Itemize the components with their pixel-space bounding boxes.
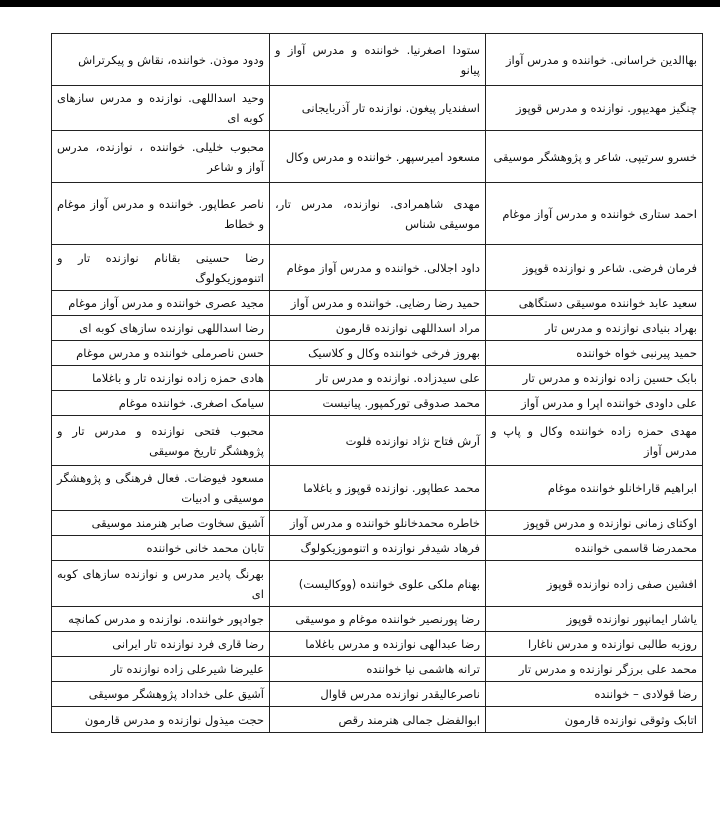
- table-row: [52, 341, 703, 366]
- table-row: [52, 391, 703, 416]
- table-cell: فرهاد شیدفر نوازنده و اتنوموزیکولوگ: [270, 536, 486, 561]
- table-cell: جوادپور خواننده. نوازنده و مدرس کمانچه: [52, 607, 270, 632]
- table-cell: علیرضا شیرعلی زاده نوازنده تار: [52, 657, 270, 682]
- table-cell: یاشار ایمانپور نوازنده قوپوز: [486, 607, 703, 632]
- table-row: [52, 607, 703, 632]
- table-cell: حجت میذول نوازنده و مدرس قارمون: [52, 707, 270, 733]
- table-row: [52, 536, 703, 561]
- table-cell: ناصر عطاپور. خواننده و مدرس آواز موغام و خطاط: [52, 183, 270, 245]
- table-row: [52, 366, 703, 391]
- table-cell: اوکتای زمانی نوازنده و مدرس قوپوز: [486, 511, 703, 536]
- table-cell: احمد ستاری خواننده و مدرس آواز موغام: [486, 183, 703, 245]
- table-row: [52, 682, 703, 707]
- table-cell: بهنام ملکی علوی خواننده (ووکالیست): [270, 561, 486, 607]
- artists-table-body: [52, 34, 703, 733]
- table-cell: حمید پیرنبی خواه خواننده: [486, 341, 703, 366]
- table-cell: رضا حسینی بقانام نوازنده تار و اتنوموزیکولوگ: [52, 245, 270, 291]
- table-cell: مراد اسداللهی نوازنده قارمون: [270, 316, 486, 341]
- table-row: [52, 707, 703, 733]
- table-cell: رضا عبدالهی نوازنده و مدرس باغلاما: [270, 632, 486, 657]
- top-edge-bar: [0, 0, 720, 7]
- table-cell: خاطره محمدخانلو خواننده و مدرس آواز: [270, 511, 486, 536]
- table-cell: افشین صفی زاده نوازنده قوپوز: [486, 561, 703, 607]
- table-cell: آرش فتاح نژاد نوازنده فلوت: [270, 416, 486, 466]
- table-cell: مسعود امیرسپهر. خواننده و مدرس وکال: [270, 131, 486, 183]
- table-cell: بابک حسین زاده نوازنده و مدرس تار: [486, 366, 703, 391]
- table-cell: فرمان فرضی. شاعر و نوازنده قوپوز: [486, 245, 703, 291]
- table-cell: مجید عصری خواننده و مدرس آواز موغام: [52, 291, 270, 316]
- table-cell: رضا قولادی – خواننده: [486, 682, 703, 707]
- table-cell: ابراهیم قاراخانلو خواننده موغام: [486, 466, 703, 511]
- table-cell: محبوب خلیلی. خواننده ، نوازنده، مدرس آواز و شاعر: [52, 131, 270, 183]
- table-cell: مهدی حمزه زاده خواننده وکال و پاپ و مدرس آواز: [486, 416, 703, 466]
- table-cell: چنگیز مهدیپور. نوازنده و مدرس قوپوز: [486, 86, 703, 131]
- table-cell: آشیق سخاوت صابر هنرمند موسیقی: [52, 511, 270, 536]
- table-cell: بهروز فرخی خواننده وکال و کلاسیک: [270, 341, 486, 366]
- table-cell: رضا اسداللهی نوازنده سازهای کوبه ای: [52, 316, 270, 341]
- table-row: [52, 416, 703, 466]
- table-cell: اسفندیار پیغون. نوازنده تار آذربایجانی: [270, 86, 486, 131]
- table-row: [52, 131, 703, 183]
- table-cell: ناصرعالیقدر نوازنده مدرس قاوال: [270, 682, 486, 707]
- table-row: [52, 291, 703, 316]
- table-row: [52, 245, 703, 291]
- table-cell: علی سیدزاده. نوازنده و مدرس تار: [270, 366, 486, 391]
- table-cell: ابوالفضل جمالی هنرمند رقص: [270, 707, 486, 733]
- table-row: [52, 86, 703, 131]
- table-cell: علی داودی خواننده اپرا و مدرس آواز: [486, 391, 703, 416]
- table-row: [52, 466, 703, 511]
- table-cell: محمد صدوقی تورکمپور. پیانیست: [270, 391, 486, 416]
- table-cell: محبوب فتحی نوازنده و مدرس تار و پژوهشگر تاریخ موسیقی: [52, 416, 270, 466]
- table-cell: حمید رضا رضایی. خواننده و مدرس آواز: [270, 291, 486, 316]
- table-row: [52, 632, 703, 657]
- table-cell: رضا پورنصیر خواننده موغام و موسیقی: [270, 607, 486, 632]
- table-cell: سیامک اصغری. خواننده موغام: [52, 391, 270, 416]
- table-cell: داود اجلالی. خواننده و مدرس آواز موغام: [270, 245, 486, 291]
- table-cell: تابان محمد خانی خواننده: [52, 536, 270, 561]
- table-cell: آشیق علی خداداد پژوهشگر موسیقی: [52, 682, 270, 707]
- table-cell: محمدرضا قاسمی خواننده: [486, 536, 703, 561]
- table-row: [52, 316, 703, 341]
- table-row: [52, 183, 703, 245]
- table-row: [52, 34, 703, 86]
- table-cell: مهدی شاهمرادی. نوازنده، مدرس تار، موسیقی شناس: [270, 183, 486, 245]
- artists-table: [51, 33, 703, 733]
- table-cell: بهراد بنیادی نوازنده و مدرس تار: [486, 316, 703, 341]
- table-cell: وحید اسداللهی. نوازنده و مدرس سازهای کوبه ای: [52, 86, 270, 131]
- table-cell: ترانه هاشمی نیا خواننده: [270, 657, 486, 682]
- table-row: [52, 511, 703, 536]
- table-row: [52, 657, 703, 682]
- table-cell: محمد عطاپور. نوازنده قوپوز و باغلاما: [270, 466, 486, 511]
- table-cell: بهاالدین خراسانی. خواننده و مدرس آواز: [486, 34, 703, 86]
- table-cell: ستودا اصغرنیا. خواننده و مدرس آواز و پیانو: [270, 34, 486, 86]
- table-cell: روزبه طالبی نوازنده و مدرس ناغارا: [486, 632, 703, 657]
- table-cell: هادی حمزه زاده نوازنده تار و باغلاما: [52, 366, 270, 391]
- table-cell: ودود موذن. خواننده، نقاش و پیکرتراش: [52, 34, 270, 86]
- table-cell: محمد علی برزگر نوازنده و مدرس تار: [486, 657, 703, 682]
- table-cell: خسرو سرتیپی. شاعر و پژوهشگر موسیقی: [486, 131, 703, 183]
- table-cell: سعید عابد خواننده موسیقی دستگاهی: [486, 291, 703, 316]
- table-cell: بهرنگ پادیر مدرس و نوازنده سازهای کوبه ای: [52, 561, 270, 607]
- table-row: [52, 561, 703, 607]
- table-cell: اتابک وثوقی نوازنده قارمون: [486, 707, 703, 733]
- table-cell: رضا قاری فرد نوازنده تار ایرانی: [52, 632, 270, 657]
- table-cell: حسن ناصرملی خواننده و مدرس موغام: [52, 341, 270, 366]
- table-cell: مسعود فیوضات. فعال فرهنگی و پژوهشگر موسیقی و ادبیات: [52, 466, 270, 511]
